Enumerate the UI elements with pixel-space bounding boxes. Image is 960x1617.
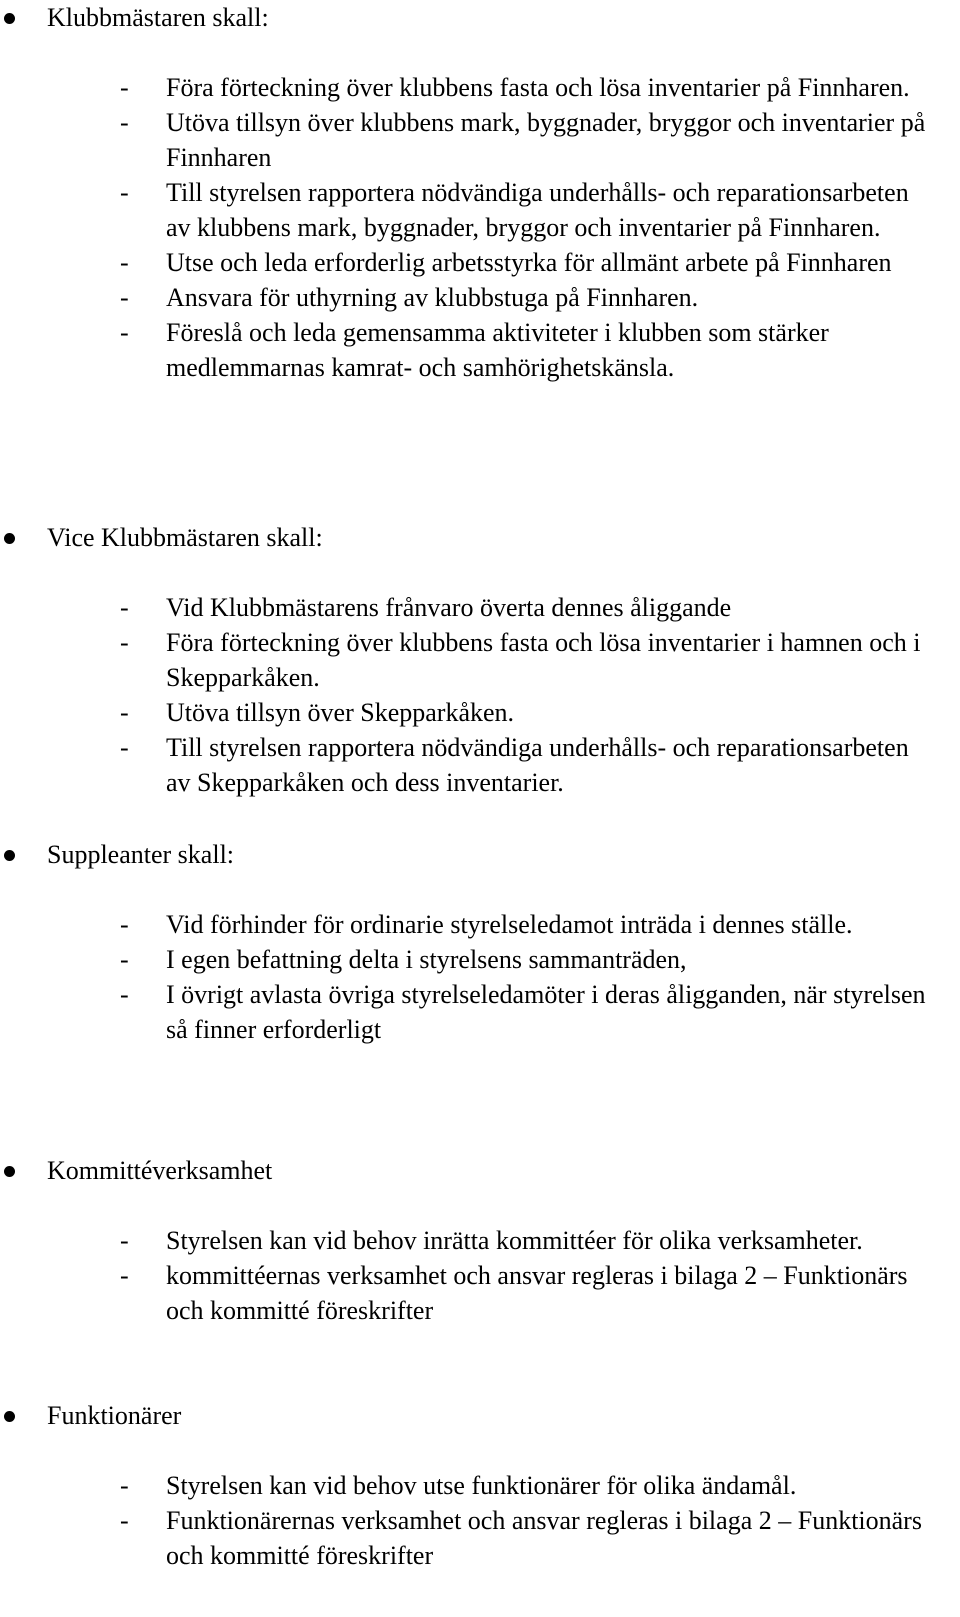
list-item <box>0 105 936 175</box>
list-item-text: Utöva tillsyn över klubbens mark, byggnader, bryggor och inventarier på Finnharen <box>166 108 926 172</box>
section-heading-text: Klubbmästaren skall: <box>47 3 269 32</box>
list-item <box>0 942 936 977</box>
item-list <box>0 1468 960 1573</box>
list-item <box>0 730 936 800</box>
dash-marker: - <box>120 733 129 762</box>
list-item-text: Till styrelsen rapportera nödvändiga underhålls- och reparationsarbeten av Skepparkåken och dess inventarier. <box>166 733 909 797</box>
dash-marker: - <box>120 178 129 207</box>
dash-marker: - <box>120 593 129 622</box>
item-list <box>0 907 960 1047</box>
section-heading <box>0 837 960 872</box>
list-item-text: Föra förteckning över klubbens fasta och lösa inventarier på Finnharen. <box>166 73 910 102</box>
section-heading-text: Suppleanter skall: <box>47 840 235 869</box>
dash-marker: - <box>120 73 129 102</box>
bullet-icon <box>4 1411 15 1422</box>
list-item-text: Vid förhinder för ordinarie styrelseledamot inträda i dennes ställe. <box>166 910 853 939</box>
dash-marker: - <box>120 108 129 137</box>
list-item <box>0 977 936 1047</box>
section-heading-text: Kommittéverksamhet <box>47 1156 273 1185</box>
dash-marker: - <box>120 248 129 277</box>
list-item-text: Styrelsen kan vid behov utse funktionärer för olika ändamål. <box>166 1471 797 1500</box>
dash-marker: - <box>120 1226 129 1255</box>
list-item-text: I övrigt avlasta övriga styrelseledamöter i deras åligganden, när styrelsen så finner erforderligt <box>166 980 926 1044</box>
item-list <box>0 70 960 385</box>
list-item-text: Till styrelsen rapportera nödvändiga underhålls- och reparationsarbeten av klubbens mark, byggnader, bryggor och inventarier på Finnharen. <box>166 178 909 242</box>
list-item-text: Utöva tillsyn över Skepparkåken. <box>166 698 515 727</box>
dash-marker: - <box>120 945 129 974</box>
section-heading-text: Funktionärer <box>47 1401 182 1430</box>
list-item <box>0 1468 936 1503</box>
dash-marker: - <box>120 698 129 727</box>
dash-marker: - <box>120 628 129 657</box>
list-item <box>0 695 936 730</box>
dash-marker: - <box>120 1506 129 1535</box>
list-item <box>0 625 936 695</box>
section-heading <box>0 1153 960 1188</box>
list-item-text: kommittéernas verksamhet och ansvar regleras i bilaga 2 – Funktionärs och kommitté föreskrifter <box>166 1261 908 1325</box>
list-item-text: Styrelsen kan vid behov inrätta kommittéer för olika verksamheter. <box>166 1226 863 1255</box>
list-item-text: Vid Klubbmästarens frånvaro överta dennes åliggande <box>166 593 732 622</box>
list-item <box>0 907 936 942</box>
list-item <box>0 590 936 625</box>
dash-marker: - <box>120 1261 129 1290</box>
section-funktionarer <box>0 1398 960 1573</box>
list-item-text: Föra förteckning över klubbens fasta och lösa inventarier i hamnen och i Skepparkåken. <box>166 628 921 692</box>
list-item <box>0 175 936 245</box>
dash-marker: - <box>120 980 129 1009</box>
bullet-icon <box>4 850 15 861</box>
dash-marker: - <box>120 1471 129 1500</box>
dash-marker: - <box>120 283 129 312</box>
bullet-icon <box>4 13 15 24</box>
section-heading-text: Vice Klubbmästaren skall: <box>47 523 323 552</box>
list-item <box>0 1258 936 1328</box>
list-item <box>0 315 936 385</box>
list-item <box>0 70 936 105</box>
list-item <box>0 245 936 280</box>
list-item-text: Ansvara för uthyrning av klubbstuga på Finnharen. <box>166 283 699 312</box>
section-suppleanter <box>0 837 960 1047</box>
item-list <box>0 590 960 800</box>
list-item-text: Funktionärernas verksamhet och ansvar regleras i bilaga 2 – Funktionärs och kommitté föreskrifter <box>166 1506 922 1570</box>
section-klubbmastaren <box>0 0 960 385</box>
dash-marker: - <box>120 318 129 347</box>
section-vice-klubbmastaren <box>0 520 960 800</box>
section-heading <box>0 520 960 555</box>
item-list <box>0 1223 960 1328</box>
section-heading <box>0 0 960 35</box>
list-item-text: Föreslå och leda gemensamma aktiviteter i klubben som stärker medlemmarnas kamrat- och samhörighetskänsla. <box>166 318 829 382</box>
dash-marker: - <box>120 910 129 939</box>
list-item <box>0 280 936 315</box>
list-item-text: Utse och leda erforderlig arbetsstyrka för allmänt arbete på Finnharen <box>166 248 892 277</box>
list-item <box>0 1503 936 1573</box>
list-item-text: I egen befattning delta i styrelsens sammanträden, <box>166 945 687 974</box>
bullet-icon <box>4 533 15 544</box>
list-item <box>0 1223 936 1258</box>
bullet-icon <box>4 1166 15 1177</box>
section-kommitteverksamhet <box>0 1153 960 1328</box>
section-heading <box>0 1398 960 1433</box>
